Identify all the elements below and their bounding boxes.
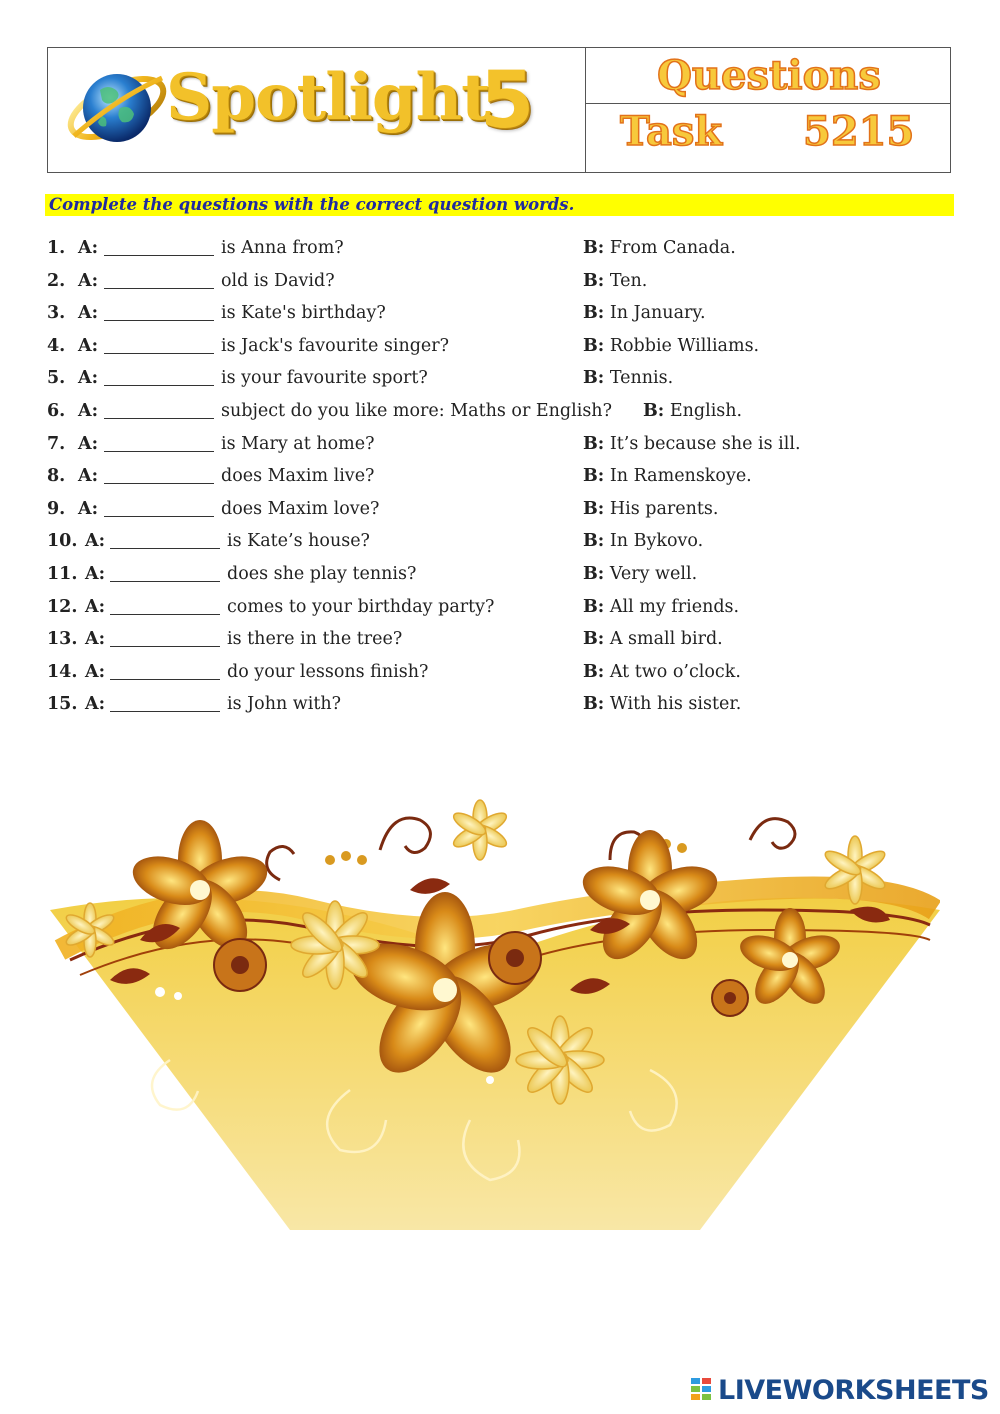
answer-blank-input[interactable] (104, 451, 214, 452)
answer-part (583, 300, 706, 326)
speaker-a-label: A: (85, 596, 106, 617)
speaker-a-label: A: (78, 401, 99, 421)
speaker-b-label: B: (583, 368, 605, 389)
question-text: do your lessons finish? (227, 661, 429, 682)
speaker-b-label: B: (583, 466, 605, 487)
page-title: Questions (657, 52, 881, 99)
question-number: 6. (47, 401, 66, 421)
task-label: Task (620, 108, 723, 155)
question-text: is John with? (227, 694, 342, 715)
answer-blank-input[interactable] (110, 679, 220, 680)
answer-part (583, 235, 736, 261)
question-number: 4. (47, 335, 66, 356)
question-number: 9. (47, 498, 66, 519)
header-horizontal-divider (585, 103, 950, 104)
question-text: does she play tennis? (227, 564, 417, 584)
answer-blank-input[interactable] (110, 711, 220, 712)
answer-blank-input[interactable] (110, 614, 220, 615)
answer-blank-input[interactable] (104, 320, 214, 321)
speaker-b-label: B: (583, 270, 605, 291)
question-text: old is David? (221, 270, 335, 291)
header-box (47, 47, 951, 173)
answer-part (583, 431, 801, 457)
speaker-a-label: A: (85, 694, 106, 715)
answer-text: Very well. (609, 564, 698, 584)
question-row (47, 496, 947, 522)
answer-text: In Ramenskoye. (609, 466, 752, 487)
speaker-b-label: B: (583, 238, 605, 258)
answer-blank-input[interactable] (104, 418, 214, 419)
answer-text: His parents. (609, 498, 719, 519)
question-text: is Kate’s house? (227, 531, 370, 552)
speaker-a-label: A: (85, 531, 106, 552)
question-number: 13. (47, 629, 78, 650)
answer-blank-input[interactable] (104, 483, 214, 484)
answer-text: A small bird. (609, 629, 723, 650)
question-row (47, 594, 947, 620)
question-number: 5. (47, 368, 66, 389)
question-text: is Jack's favourite singer? (221, 335, 450, 356)
answer-text: In January. (609, 303, 706, 324)
question-number: 7. (47, 433, 66, 454)
question-row (47, 528, 947, 554)
speaker-b-label: B: (583, 596, 605, 617)
question-number: 11. (47, 564, 78, 584)
question-row (47, 626, 947, 652)
speaker-a-label: A: (78, 270, 99, 291)
question-row (47, 235, 947, 261)
answer-part (583, 333, 759, 359)
question-text: is Kate's birthday? (221, 303, 386, 324)
answer-text: At two o’clock. (609, 661, 741, 682)
logo-text: Spotlight (166, 60, 490, 135)
globe-icon (62, 58, 172, 158)
question-number: 8. (47, 466, 66, 487)
answer-text: With his sister. (609, 694, 742, 715)
question-row (47, 561, 947, 587)
answer-blank-input[interactable] (104, 516, 214, 517)
speaker-b-label: B: (583, 531, 605, 552)
question-text: is there in the tree? (227, 629, 403, 650)
speaker-b-label: B: (583, 335, 605, 356)
speaker-a-label: A: (85, 629, 106, 650)
speaker-a-label: A: (78, 466, 99, 487)
answer-part (583, 594, 739, 620)
question-number: 15. (47, 694, 78, 715)
answer-part (583, 659, 741, 685)
liveworksheets-logo-icon (690, 1376, 714, 1404)
question-number: 10. (47, 531, 78, 552)
brand-text: LIVEWORKSHEETS (718, 1374, 989, 1406)
speaker-a-label: A: (78, 335, 99, 356)
answer-text: All my friends. (609, 596, 740, 617)
question-text: comes to your birthday party? (227, 596, 495, 617)
logo-number: 5 (480, 56, 535, 146)
answer-text: Robbie Williams. (609, 335, 760, 356)
speaker-b-label: B: (583, 498, 605, 519)
question-row (47, 431, 947, 457)
answer-blank-input[interactable] (104, 255, 214, 256)
question-row (47, 691, 947, 717)
speaker-a-label: A: (78, 433, 99, 454)
speaker-a-label: A: (78, 368, 99, 389)
question-number: 1. (47, 238, 66, 258)
floral-ornament-picture (50, 760, 940, 1235)
liveworksheets-brand (690, 1374, 989, 1406)
answer-blank-input[interactable] (104, 385, 214, 386)
question-row (47, 463, 947, 489)
question-number: 2. (47, 270, 66, 291)
answer-text: From Canada. (609, 238, 736, 258)
answer-text: Ten. (609, 270, 648, 291)
speaker-b-label: B: (583, 661, 605, 682)
answer-text: English. (669, 401, 743, 421)
question-text: is Mary at home? (221, 433, 375, 454)
instruction-banner: Complete the questions with the correct question words. (45, 194, 954, 216)
question-row (47, 398, 947, 424)
answer-text: It’s because she is ill. (609, 433, 801, 454)
answer-part (583, 691, 741, 717)
answer-blank-input[interactable] (110, 548, 220, 549)
speaker-b-label: B: (583, 433, 605, 454)
speaker-a-label: A: (78, 303, 99, 324)
speaker-a-label: A: (78, 498, 99, 519)
question-row (47, 268, 947, 294)
answer-part (583, 496, 718, 522)
answer-blank-input[interactable] (104, 288, 214, 289)
question-row (47, 659, 947, 685)
question-text: does Maxim live? (221, 466, 375, 487)
answer-blank-input[interactable] (110, 581, 220, 582)
question-number: 12. (47, 596, 78, 617)
question-text: does Maxim love? (221, 498, 380, 519)
question-row (47, 333, 947, 359)
question-text: is Anna from? (221, 238, 344, 258)
answer-part (583, 365, 673, 391)
answer-part (583, 561, 697, 587)
answer-part (583, 463, 752, 489)
question-text: subject do you like more: Maths or English? (221, 401, 612, 421)
speaker-b-label: B: (583, 564, 605, 584)
speaker-a-label: A: (85, 564, 106, 584)
speaker-b-label: B: (583, 303, 605, 324)
answer-part (583, 626, 723, 652)
answer-blank-input[interactable] (104, 353, 214, 354)
speaker-a-label: A: (78, 238, 99, 258)
speaker-a-label: A: (85, 661, 106, 682)
question-text: is your favourite sport? (221, 368, 428, 389)
question-number: 3. (47, 303, 66, 324)
speaker-b-label: B: (643, 401, 665, 421)
answer-blank-input[interactable] (110, 646, 220, 647)
answer-text: In Bykovo. (609, 531, 704, 552)
question-row (47, 365, 947, 391)
question-row (47, 300, 947, 326)
answer-part (583, 528, 703, 554)
speaker-b-label: B: (583, 629, 605, 650)
answer-part (643, 398, 742, 424)
question-number: 14. (47, 661, 78, 682)
speaker-b-label: B: (583, 694, 605, 715)
answer-part (583, 268, 647, 294)
task-code: 5215 (803, 108, 915, 155)
answer-text: Tennis. (609, 368, 674, 389)
